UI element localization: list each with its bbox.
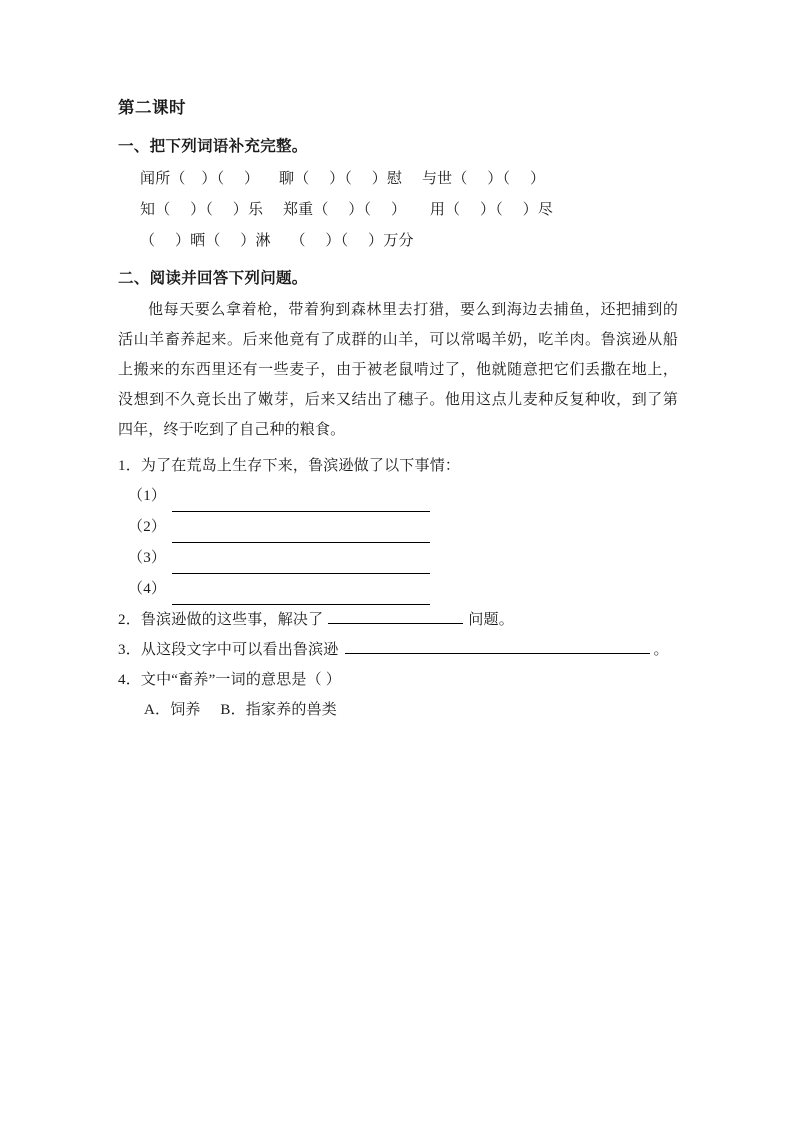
answer-blank[interactable] [345, 636, 650, 654]
subitem-label: （3） [128, 550, 167, 567]
question-1 [118, 451, 680, 481]
lesson-title: 第二课时 [118, 98, 186, 117]
word-completion-row: 知（ ）（ ）乐 郑重（ ）（ ） 用（ ）（ ）尽 [140, 201, 554, 218]
answer-subitem-3 [118, 543, 680, 574]
question-number: 3． [118, 642, 141, 659]
worksheet-content [118, 96, 680, 725]
subitem-label: （1） [128, 488, 167, 505]
question-text-before-blank: 从这段文字中可以看出鲁滨逊 [140, 642, 339, 659]
answer-subitem-4 [118, 574, 680, 605]
section-heading-word-completion: 一、把下列词语补充完整。 [118, 137, 308, 155]
answer-subitem-2 [118, 512, 680, 543]
answer-blank[interactable] [172, 522, 430, 543]
subitem-label: （2） [128, 519, 167, 536]
question-4 [118, 665, 680, 695]
word-completion-row: （ ）晒（ ）淋 （ ）（ ）万分 [140, 232, 414, 249]
question-text-before-blank: 鲁滨逊做的这些事，解决了 [140, 612, 324, 629]
question-text: 为了在荒岛上生存下来，鲁滨逊做了以下事情： [140, 458, 461, 475]
answer-blank[interactable] [328, 606, 463, 624]
question-text-after-blank: 问题。 [468, 612, 514, 629]
word-completion-row: 闻所（ ）（ ） 聊（ ）（ ）慰 与世（ ）（ ） [140, 170, 546, 187]
question-3 [118, 635, 680, 665]
question-4-options[interactable]: A．饲养 B．指家养的兽类 [144, 702, 337, 719]
question-number: 2． [118, 612, 141, 629]
answer-blank[interactable] [172, 584, 430, 605]
section-heading-reading: 二、阅读并回答下列问题。 [118, 269, 308, 287]
answer-blank[interactable] [172, 491, 430, 512]
question-number: 1． [118, 458, 141, 475]
subitem-label: （4） [128, 581, 167, 598]
reading-passage: 他每天要么拿着枪，带着狗到森林里去打猎，要么到海边去捕鱼，还把捕到的活山羊畜养起来。后来他竟有了成群的山羊，可以常喝羊奶，吃羊肉。鲁滨逊从船上搬来的东西里还有一些麦子，由于被老鼠啃过了，他就随意把它们丢撒在地上，没想到不久竟长出了嫩芽，后来又结出了穗子。他用这点儿麦种反复种收，到了第四年，终于吃到了自己种的粮食。 [118, 302, 678, 439]
question-number: 4． [118, 672, 141, 689]
word-completion-block [118, 164, 680, 257]
question-2 [118, 605, 680, 635]
question-text: 文中“畜养”一词的意思是（ ） [140, 672, 341, 689]
answer-blank[interactable] [172, 553, 430, 574]
answer-subitem-1 [118, 481, 680, 512]
question-text-after-blank: 。 [653, 642, 669, 659]
